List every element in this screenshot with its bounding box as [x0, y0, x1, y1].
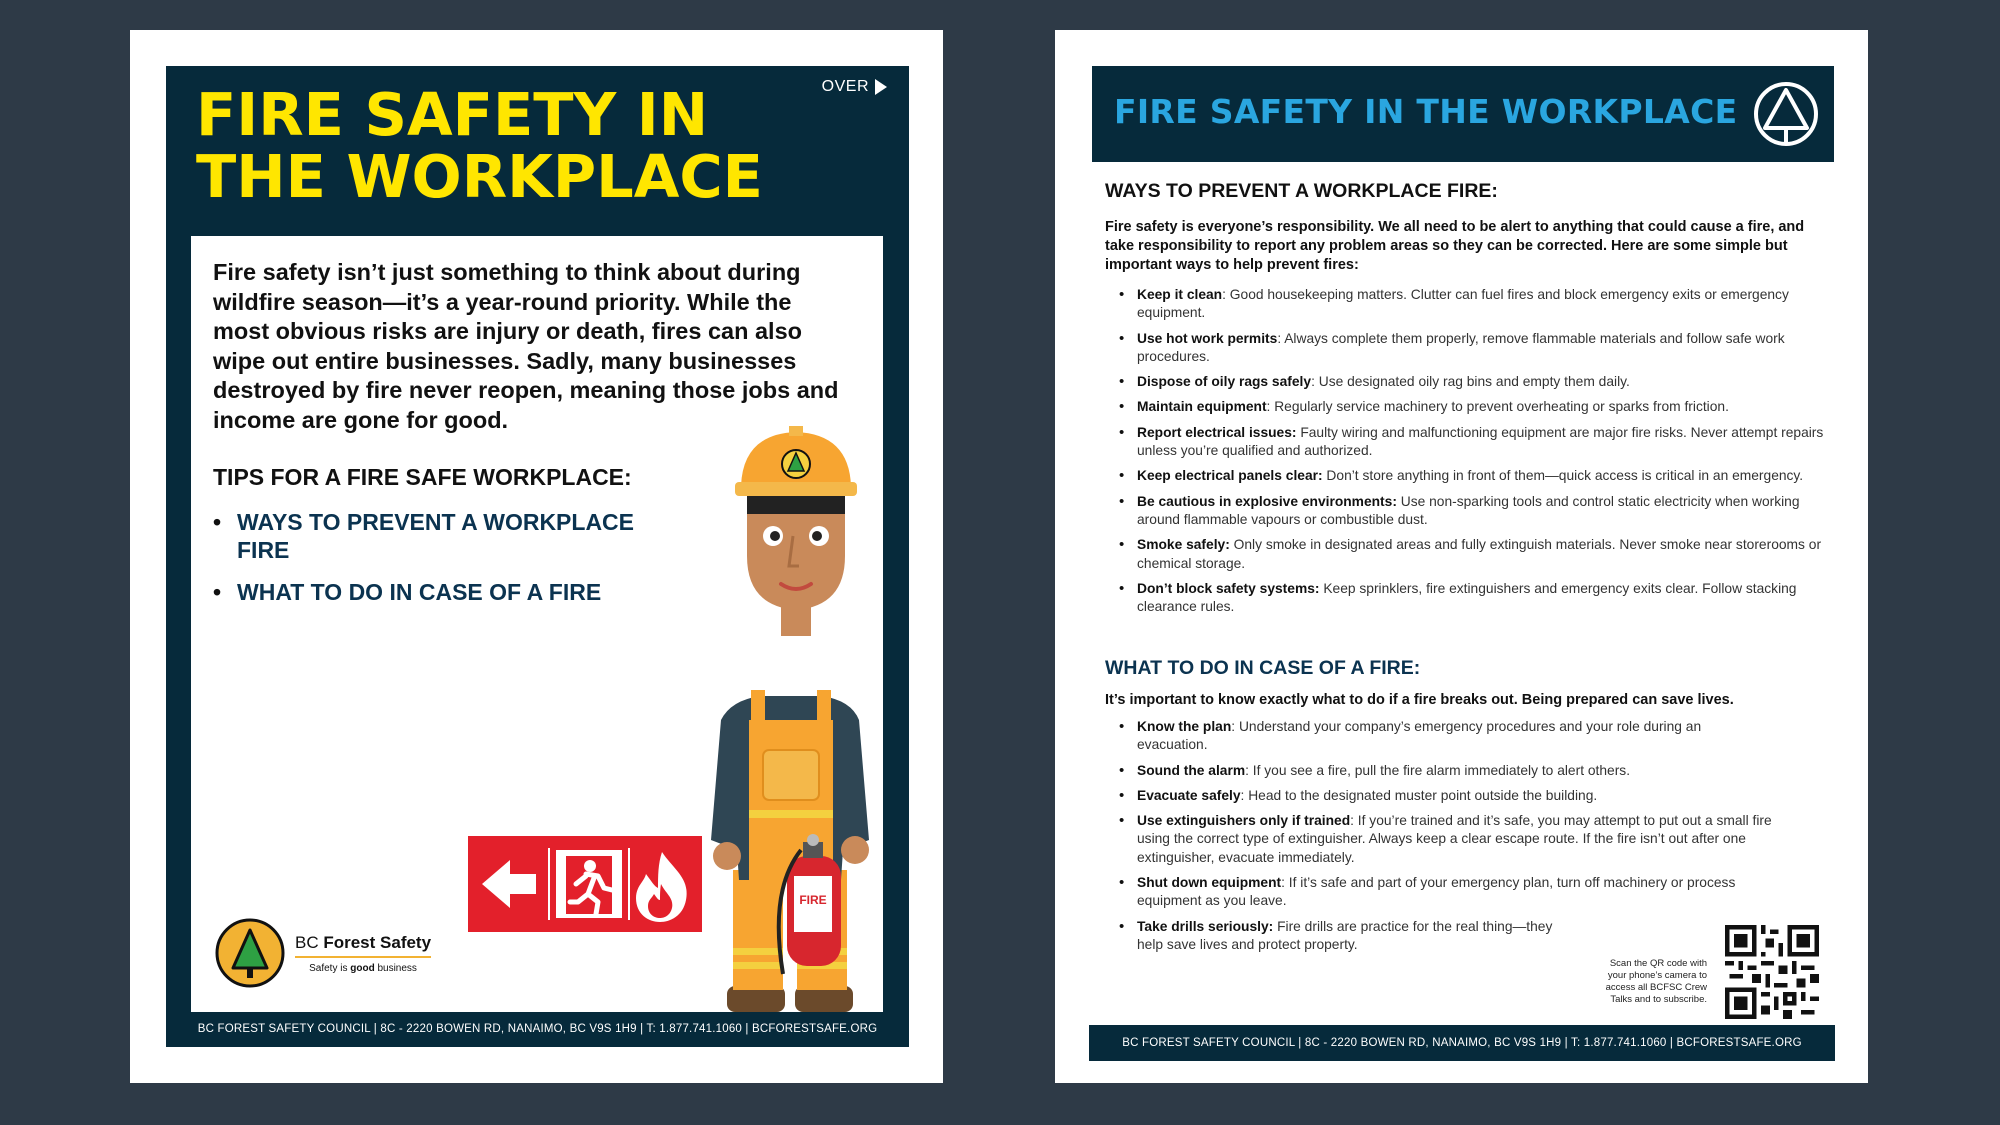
title-line-2: THE WORKPLACE [196, 142, 763, 211]
over-label: OVER [821, 78, 869, 95]
logo-name: BC Forest Safety [295, 933, 431, 958]
prevent-item: • Don’t block safety systems: Keep sprinklers, fire extinguishers and emergency exits clear. Follow stacking clearance rules. [1115, 580, 1830, 617]
case-heading: WHAT TO DO IN CASE OF A FIRE: [1105, 657, 1421, 679]
poster-page-back [1055, 30, 1868, 1083]
council-logo-icon [1752, 80, 1820, 148]
emergency-exit-sign-icon [468, 836, 702, 932]
over-indicator[interactable] [822, 78, 887, 96]
prevent-item: • Smoke safely: Only smoke in designated areas and fully extinguish materials. Never smoke near storerooms or chemical storage. [1115, 536, 1830, 573]
poster-title [196, 80, 763, 211]
title-line-1: FIRE SAFETY IN [196, 80, 709, 149]
prevent-item: • Maintain equipment: Regularly service machinery to prevent overheating or sparks from friction. [1115, 398, 1830, 416]
footer-contact: BC FOREST SAFETY COUNCIL | 8C - 2220 BOWEN RD, NANAIMO, BC V9S 1H9 | T: 1.877.741.1060 | BCFORESTSAFE.ORG [1089, 1025, 1835, 1061]
tip-item-case-of-fire[interactable]: • WHAT TO DO IN CASE OF A FIRE [213, 578, 683, 606]
play-arrow-icon [875, 79, 887, 95]
prevent-list [1115, 286, 1830, 623]
prevent-item: • Use hot work permits: Always complete them properly, remove flammable materials and follow safe work procedures. [1115, 330, 1830, 367]
logo-tagline: Safety is good business [309, 962, 417, 974]
header-banner [1092, 66, 1834, 162]
poster-frame [166, 66, 909, 1047]
case-item: • Take drills seriously: Fire drills are practice for the real thing—they help save lives and protect property. [1115, 918, 1577, 955]
firefighter-worker-illustration [691, 690, 881, 1012]
prevent-item: • Be cautious in explosive environments: Use non-sparking tools and control static electricity when working around flammable vapours or combustible dust. [1115, 493, 1830, 530]
content-panel [191, 236, 883, 1012]
extinguisher-label: FIRE [799, 893, 827, 907]
prevent-heading: WAYS TO PREVENT A WORKPLACE FIRE: [1105, 180, 1498, 202]
tips-list [213, 508, 683, 620]
prevent-item: • Keep it clean: Good housekeeping matters. Clutter can fuel fires and block emergency exits or emergency equipment. [1115, 286, 1830, 323]
prevent-item: • Report electrical issues: Faulty wiring and malfunctioning equipment are major fire risks. Never attempt repairs unless you’re qualified and authorized. [1115, 424, 1830, 461]
case-item: • Use extinguishers only if trained: If you’re trained and it’s safe, you may attempt to put out a small fire using the correct type of extinguisher. Always keep a clear escape route. If the fire isn’t out after one extinguisher, evacuate immediately. [1115, 812, 1807, 867]
case-list [1115, 718, 1772, 961]
case-intro: It’s important to know exactly what to do if a fire breaks out. Being prepared can save lives. [1105, 692, 1734, 708]
tip-item-prevent[interactable]: • WAYS TO PREVENT A WORKPLACE FIRE [213, 508, 683, 564]
poster-page-front [130, 30, 943, 1083]
prevent-item: • Dispose of oily rags safely: Use designated oily rag bins and empty them daily. [1115, 373, 1830, 391]
worker-head-illustration [731, 426, 861, 696]
prevent-intro: Fire safety is everyone’s responsibility. We all need to be alert to anything that could cause a fire, and take responsibility to report any problem areas so they can be corrected. Here are some simple but important ways to help prevent fires: [1105, 219, 1805, 273]
case-item: • Shut down equipment: If it’s safe and part of your emergency plan, turn off machinery or process equipment as you leave. [1115, 874, 1755, 911]
qr-code-icon[interactable] [1725, 925, 1819, 1019]
footer-contact: BC FOREST SAFETY COUNCIL | 8C - 2220 BOWEN RD, NANAIMO, BC V9S 1H9 | T: 1.877.741.1060 | BCFORESTSAFE.ORG [197, 1023, 878, 1035]
intro-paragraph: Fire safety isn’t just something to think about during wildfire season—it’s a year-round priority. While the most obvious risks are injury or death, fires can also wipe out entire businesses. Sadly, many businesses destroyed by fire never reopen, meaning those jobs and income are gone for good. [213, 259, 839, 433]
tree-badge-icon [215, 918, 285, 988]
banner-title: FIRE SAFETY IN THE WORKPLACE [1114, 92, 1738, 131]
qr-instructions: Scan the QR code with your phone’s camera to access all BCFSC Crew Talks and to subscribe. [1605, 958, 1707, 1005]
case-item: • Sound the alarm: If you see a fire, pull the fire alarm immediately to alert others. [1115, 762, 1755, 780]
case-item: • Evacuate safely: Head to the designated muster point outside the building. [1115, 787, 1755, 805]
prevent-item: • Keep electrical panels clear: Don’t store anything in front of them—quick access is critical in an emergency. [1115, 467, 1830, 485]
tips-heading: TIPS FOR A FIRE SAFE WORKPLACE: [213, 464, 632, 490]
bc-forest-safety-logo [215, 918, 431, 988]
case-item: • Know the plan: Understand your company’s emergency procedures and your role during an evacuation. [1115, 718, 1755, 755]
